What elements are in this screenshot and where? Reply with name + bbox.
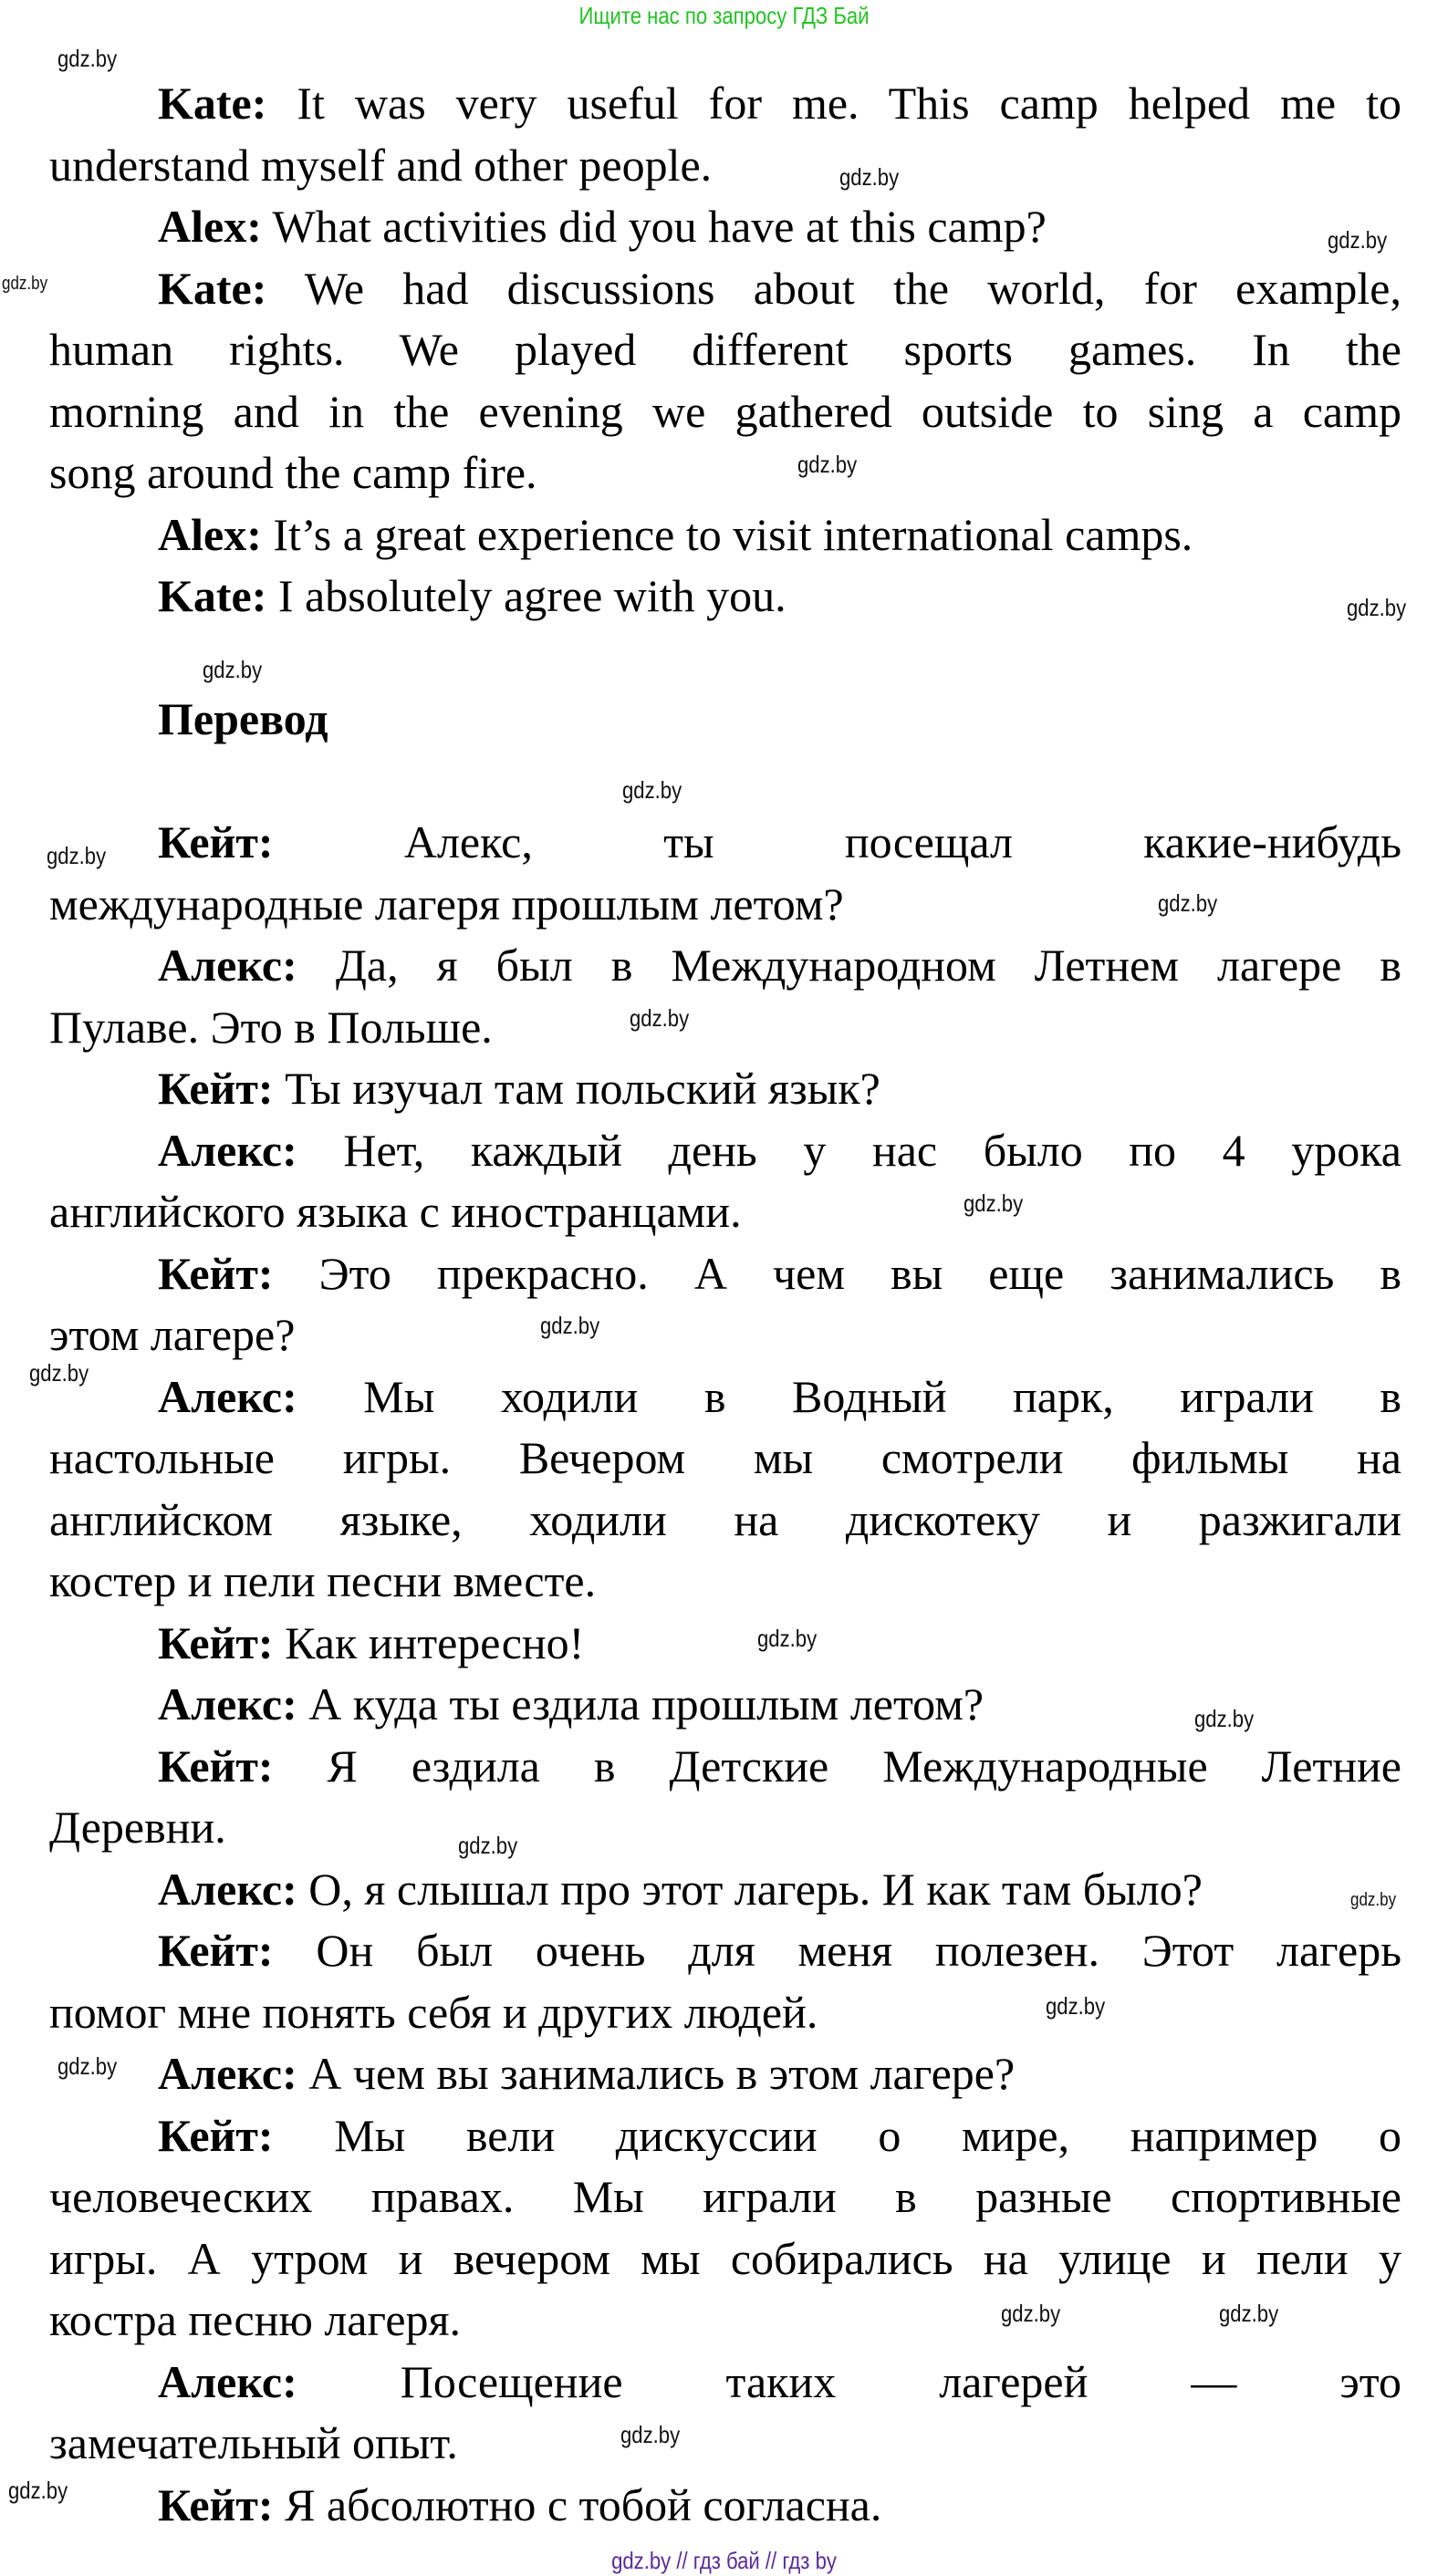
line-text: Как интересно! bbox=[285, 1616, 585, 1668]
speaker-label: Кейт: bbox=[158, 1616, 274, 1668]
dialogue-paragraph bbox=[49, 1058, 1401, 1120]
line-text: Нет, каждый день у нас было по 4 урока bbox=[343, 1124, 1401, 1176]
dialogue-paragraph bbox=[49, 2043, 1401, 2105]
watermark: gdz.by bbox=[8, 2477, 68, 2504]
speaker-label: Кейт: bbox=[158, 1247, 274, 1299]
line-text: Он был очень для меня полезен. Этот лагерь bbox=[316, 1925, 1401, 1976]
speaker-label: Алекс: bbox=[158, 2355, 297, 2407]
dialogue-paragraph bbox=[49, 935, 1401, 1058]
watermark: gdz.by bbox=[964, 1189, 1024, 1217]
watermark: gdz.by bbox=[57, 45, 118, 72]
line-text: английского языка с иностранцами. bbox=[49, 1186, 742, 1237]
line-text: Посещение таких лагерей — это bbox=[400, 2355, 1401, 2407]
watermark: gdz.by bbox=[620, 2421, 681, 2448]
dialogue-line bbox=[49, 73, 1401, 135]
dialogue-line bbox=[49, 1366, 1401, 1428]
dialogue-line bbox=[49, 2290, 1401, 2352]
watermark: gdz.by bbox=[1046, 1992, 1106, 2020]
line-text: It’s a great experience to visit international camps. bbox=[273, 508, 1193, 560]
speaker-label: Алекс: bbox=[158, 1370, 297, 1422]
watermark: gdz.by bbox=[797, 451, 858, 478]
line-text: human rights. We played different sports games. In the bbox=[49, 324, 1401, 375]
line-text: morning and in the evening we gathered outside to sing a camp bbox=[49, 385, 1401, 437]
dialogue-line bbox=[49, 2166, 1401, 2228]
watermark: gdz.by bbox=[1158, 889, 1218, 917]
dialogue-line bbox=[49, 1181, 1401, 1243]
dialogue-paragraph bbox=[49, 504, 1401, 566]
dialogue-paragraph bbox=[49, 2352, 1401, 2475]
dialogue-line bbox=[49, 2105, 1401, 2167]
speaker-label: Алекс: bbox=[158, 1863, 297, 1915]
line-text: замечательный опыт. bbox=[49, 2417, 458, 2468]
dialogue-line bbox=[49, 1859, 1401, 1921]
watermark: gdz.by bbox=[1347, 594, 1407, 621]
line-text: человеческих правах. Мы играли в разные спортивные bbox=[49, 2171, 1401, 2222]
watermark: gdz.by bbox=[1328, 226, 1388, 254]
dialogue-line bbox=[49, 196, 1401, 258]
dialogue-line bbox=[49, 1243, 1401, 1305]
dialogue-line bbox=[49, 1058, 1401, 1120]
watermark: gdz.by bbox=[630, 1004, 690, 1032]
speaker-label: Кейт: bbox=[158, 1925, 274, 1976]
line-text: What activities did you have at this camp? bbox=[272, 201, 1047, 252]
dialogue-line bbox=[49, 442, 1401, 504]
dialogue-paragraph bbox=[49, 1366, 1401, 1613]
line-text: Это прекрасно. А чем вы еще занимались в bbox=[318, 1247, 1401, 1299]
russian-dialogue bbox=[49, 812, 1401, 2536]
speaker-label: Алекс: bbox=[158, 1124, 297, 1176]
speaker-label: Кейт: bbox=[158, 2109, 274, 2161]
line-text: Алекс, ты посещал какие-нибудь bbox=[403, 816, 1402, 867]
line-text: международные лагеря прошлым летом? bbox=[49, 878, 844, 930]
dialogue-paragraph bbox=[49, 1859, 1401, 1921]
line-text: understand myself and other people. bbox=[49, 139, 713, 191]
line-text: It was very useful for me. This camp helped me to bbox=[297, 78, 1402, 129]
watermark: gdz.by bbox=[57, 2052, 118, 2080]
watermark: gdz.by bbox=[1219, 2300, 1279, 2327]
dialogue-paragraph bbox=[49, 2105, 1401, 2352]
watermark: gdz.by bbox=[1350, 1890, 1397, 1910]
dialogue-line bbox=[49, 504, 1401, 566]
dialogue-line bbox=[49, 2475, 1401, 2537]
footer-links[interactable]: gdz.by // гдз бай // гдз by bbox=[611, 2547, 837, 2574]
speaker-label: Alex: bbox=[158, 508, 262, 560]
dialogue-paragraph bbox=[49, 1736, 1401, 1859]
dialogue-paragraph bbox=[49, 1243, 1401, 1366]
english-dialogue bbox=[49, 73, 1401, 628]
watermark: gdz.by bbox=[1001, 2300, 1061, 2327]
speaker-label: Алекс: bbox=[158, 1678, 297, 1729]
dialogue-paragraph bbox=[49, 1920, 1401, 2043]
watermark: gdz.by bbox=[1194, 1705, 1255, 1732]
dialogue-line bbox=[49, 2352, 1401, 2414]
line-text: Я ездила в Детские Международные Летние bbox=[327, 1740, 1401, 1792]
line-text: помог мне понять себя и других людей. bbox=[49, 1986, 818, 2038]
line-text: Пулаве. Это в Польше. bbox=[49, 1001, 493, 1053]
line-text: Ты изучал там польский язык? bbox=[285, 1063, 880, 1114]
watermark: gdz.by bbox=[203, 656, 263, 683]
line-text: А чем вы занимались в этом лагере? bbox=[308, 2048, 1016, 2099]
line-text: настольные игры. Вечером мы смотрели фильмы на bbox=[49, 1432, 1401, 1483]
watermark: gdz.by bbox=[839, 163, 900, 191]
speaker-label: Алекс: bbox=[158, 2048, 297, 2099]
dialogue-line bbox=[49, 1797, 1401, 1859]
dialogue-line bbox=[49, 812, 1401, 874]
watermark: gdz.by bbox=[2, 274, 48, 294]
watermark: gdz.by bbox=[29, 1359, 89, 1387]
translation-heading: Перевод bbox=[158, 693, 328, 744]
watermark: gdz.by bbox=[540, 1312, 600, 1339]
line-text: Да, я был в Международном Летнем лагере в bbox=[335, 940, 1402, 991]
line-text: костра песню лагеря. bbox=[49, 2294, 462, 2345]
speaker-label: Кейт: bbox=[158, 816, 274, 867]
dialogue-line bbox=[49, 258, 1401, 320]
dialogue-paragraph bbox=[49, 73, 1401, 196]
dialogue-line bbox=[49, 1920, 1401, 1982]
dialogue-line bbox=[49, 1428, 1401, 1490]
speaker-label: Kate: bbox=[158, 78, 267, 129]
speaker-label: Kate: bbox=[158, 262, 267, 314]
dialogue-line bbox=[49, 2228, 1401, 2290]
watermark: gdz.by bbox=[622, 776, 682, 804]
line-text: Я абсолютно с тобой согласна. bbox=[285, 2478, 882, 2530]
line-text: игры. А утром и вечером мы собирались на улице и пели у bbox=[49, 2232, 1401, 2284]
dialogue-paragraph bbox=[49, 1613, 1401, 1675]
dialogue-line bbox=[49, 1551, 1401, 1613]
dialogue-line bbox=[49, 1304, 1401, 1366]
dialogue-paragraph bbox=[49, 1120, 1401, 1243]
line-text: I absolutely agree with you. bbox=[277, 570, 787, 621]
line-text: We had discussions about the world, for example, bbox=[304, 262, 1401, 314]
speaker-label: Кейт: bbox=[158, 2478, 274, 2530]
dialogue-line bbox=[49, 1120, 1401, 1182]
speaker-label: Кейт: bbox=[158, 1740, 274, 1792]
dialogue-line bbox=[49, 1736, 1401, 1798]
dialogue-paragraph bbox=[49, 258, 1401, 504]
watermark: gdz.by bbox=[47, 842, 107, 869]
line-text: английском языке, ходили на дискотеку и разжигали bbox=[49, 1493, 1401, 1545]
dialogue-line bbox=[49, 1490, 1401, 1552]
dialogue-paragraph bbox=[49, 196, 1401, 258]
dialogue-content bbox=[49, 73, 1401, 2536]
watermark: gdz.by bbox=[458, 1832, 518, 1859]
line-text: Деревни. bbox=[49, 1802, 226, 1853]
speaker-label: Алекс: bbox=[158, 940, 297, 991]
dialogue-line bbox=[49, 319, 1401, 381]
watermark: gdz.by bbox=[757, 1625, 818, 1652]
dialogue-line bbox=[49, 997, 1401, 1059]
dialogue-line bbox=[49, 566, 1401, 628]
line-text: этом лагере? bbox=[49, 1309, 296, 1360]
dialogue-line bbox=[49, 935, 1401, 997]
dialogue-paragraph bbox=[49, 2475, 1401, 2537]
line-text: О, я слышал про этот лагерь. И как там было? bbox=[308, 1863, 1203, 1915]
line-text: костер и пели песни вместе. bbox=[49, 1555, 597, 1606]
line-text: song around the camp fire. bbox=[49, 447, 537, 498]
speaker-label: Кейт: bbox=[158, 1063, 274, 1114]
dialogue-paragraph bbox=[49, 566, 1401, 628]
speaker-label: Alex: bbox=[158, 201, 262, 252]
dialogue-line bbox=[49, 2413, 1401, 2475]
line-text: Мы ходили в Водный парк, играли в bbox=[363, 1370, 1401, 1422]
dialogue-line bbox=[49, 135, 1401, 197]
line-text: А куда ты ездила прошлым летом? bbox=[308, 1678, 984, 1729]
dialogue-line bbox=[49, 1982, 1401, 2044]
speaker-label: Kate: bbox=[158, 570, 267, 621]
dialogue-line bbox=[49, 381, 1401, 443]
dialogue-line bbox=[49, 1613, 1401, 1675]
line-text: Мы вели дискуссии о мире, например о bbox=[334, 2109, 1402, 2161]
dialogue-line bbox=[49, 2043, 1401, 2105]
search-banner[interactable]: Ищите нас по запросу ГДЗ Бай bbox=[578, 2, 870, 29]
